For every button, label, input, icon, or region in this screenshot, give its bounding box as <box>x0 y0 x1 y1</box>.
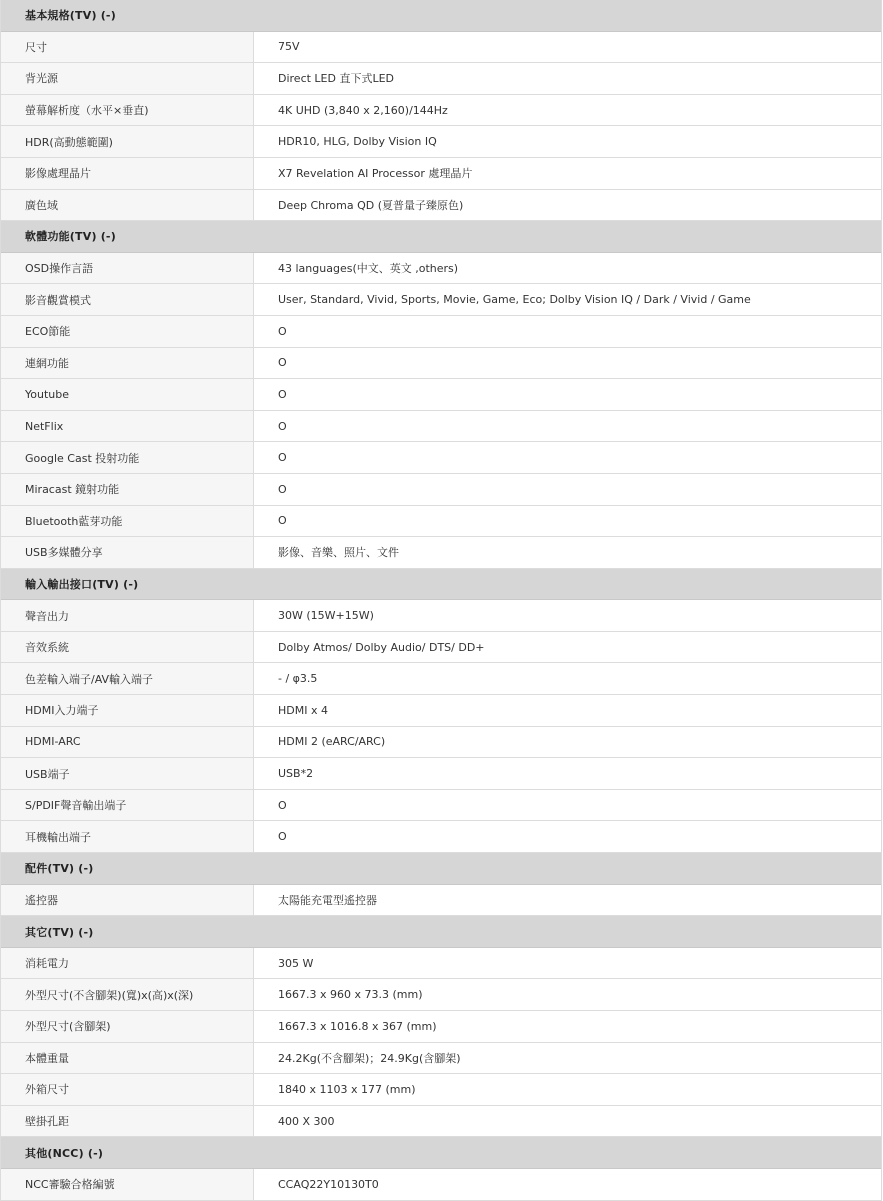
section-title: 軟體功能(TV) (-) <box>25 230 116 244</box>
spec-row <box>1 32 881 64</box>
spec-value: O <box>254 821 881 852</box>
spec-label: 外型尺寸(含腳架) <box>1 1011 254 1042</box>
spec-row <box>1 474 881 506</box>
spec-value: O <box>254 790 881 821</box>
spec-label: 影音觀賞模式 <box>1 284 254 315</box>
spec-label: 音效系統 <box>1 632 254 663</box>
spec-value: X7 Revelation AI Processor 處理晶片 <box>254 158 881 189</box>
spec-row <box>1 379 881 411</box>
spec-row <box>1 632 881 664</box>
spec-row <box>1 506 881 538</box>
spec-label: 連網功能 <box>1 348 254 379</box>
spec-row <box>1 979 881 1011</box>
spec-row <box>1 190 881 222</box>
spec-value: 24.2Kg(不含腳架)；24.9Kg(含腳架) <box>254 1043 881 1074</box>
spec-label: USB端子 <box>1 758 254 789</box>
spec-label: OSD操作言語 <box>1 253 254 284</box>
spec-value: 太陽能充電型遙控器 <box>254 885 881 916</box>
spec-value: 400 X 300 <box>254 1106 881 1137</box>
spec-label: Google Cast 投射功能 <box>1 442 254 473</box>
spec-label: HDMI入力端子 <box>1 695 254 726</box>
spec-value: 305 W <box>254 948 881 979</box>
spec-row <box>1 663 881 695</box>
spec-label: 影像處理晶片 <box>1 158 254 189</box>
section-title: 其它(TV) (-) <box>25 925 94 939</box>
spec-row <box>1 158 881 190</box>
spec-label: S/PDIF聲音輸出端子 <box>1 790 254 821</box>
spec-row <box>1 948 881 980</box>
spec-label: 尺寸 <box>1 32 254 63</box>
spec-row <box>1 537 881 569</box>
spec-label: NetFlix <box>1 411 254 442</box>
section-header-io-ports <box>1 569 881 601</box>
spec-label: 遙控器 <box>1 885 254 916</box>
section-header-ncc <box>1 1137 881 1169</box>
spec-value: 影像、音樂、照片、文件 <box>254 537 881 568</box>
spec-row <box>1 95 881 127</box>
spec-row <box>1 1169 881 1201</box>
spec-value: Dolby Atmos/ Dolby Audio/ DTS/ DD+ <box>254 632 881 663</box>
spec-value: - / φ3.5 <box>254 663 881 694</box>
spec-row <box>1 790 881 822</box>
spec-row <box>1 316 881 348</box>
spec-label: Youtube <box>1 379 254 410</box>
spec-label: Miracast 鏡射功能 <box>1 474 254 505</box>
spec-row <box>1 348 881 380</box>
spec-label: USB多媒體分享 <box>1 537 254 568</box>
section-title: 配件(TV) (-) <box>25 862 94 876</box>
spec-value: HDR10, HLG, Dolby Vision IQ <box>254 126 881 157</box>
spec-value: 43 languages(中文、英文 ,others) <box>254 253 881 284</box>
spec-label: 本體重量 <box>1 1043 254 1074</box>
spec-row <box>1 758 881 790</box>
spec-row <box>1 1011 881 1043</box>
spec-row <box>1 885 881 917</box>
spec-value: 1667.3 x 960 x 73.3 (mm) <box>254 979 881 1010</box>
spec-value: O <box>254 411 881 442</box>
spec-value: O <box>254 379 881 410</box>
spec-row <box>1 1106 881 1138</box>
spec-value: 1667.3 x 1016.8 x 367 (mm) <box>254 1011 881 1042</box>
section-title: 其他(NCC) (-) <box>25 1146 104 1160</box>
spec-row <box>1 411 881 443</box>
spec-value: Deep Chroma QD (夏普量子臻原色) <box>254 190 881 221</box>
spec-value: CCAQ22Y10130T0 <box>254 1169 881 1200</box>
spec-label: 外箱尺寸 <box>1 1074 254 1105</box>
spec-row <box>1 442 881 474</box>
spec-value: USB*2 <box>254 758 881 789</box>
spec-label: 聲音出力 <box>1 600 254 631</box>
spec-label: HDMI-ARC <box>1 727 254 758</box>
spec-value: User, Standard, Vivid, Sports, Movie, Game, Eco; Dolby Vision IQ / Dark / Vivid / Game <box>254 284 881 315</box>
spec-label: 外型尺寸(不含腳架)(寬)x(高)x(深) <box>1 979 254 1010</box>
spec-value: Direct LED 直下式LED <box>254 63 881 94</box>
spec-row <box>1 821 881 853</box>
spec-row <box>1 284 881 316</box>
spec-label: 背光源 <box>1 63 254 94</box>
spec-label: 廣色域 <box>1 190 254 221</box>
spec-value: O <box>254 316 881 347</box>
spec-label: NCC審驗合格編號 <box>1 1169 254 1200</box>
spec-label: HDR(高動態範圍) <box>1 126 254 157</box>
spec-row <box>1 1043 881 1075</box>
spec-value: 4K UHD (3,840 x 2,160)/144Hz <box>254 95 881 126</box>
spec-value: HDMI x 4 <box>254 695 881 726</box>
spec-value: 75V <box>254 32 881 63</box>
section-title: 輸入輸出接口(TV) (-) <box>25 577 139 591</box>
spec-value: O <box>254 348 881 379</box>
spec-row <box>1 695 881 727</box>
spec-label: 色差輸入端子/AV輸入端子 <box>1 663 254 694</box>
spec-label: 螢幕解析度（水平×垂直) <box>1 95 254 126</box>
section-header-software-features <box>1 221 881 253</box>
spec-row <box>1 600 881 632</box>
spec-value: O <box>254 474 881 505</box>
spec-value: HDMI 2 (eARC/ARC) <box>254 727 881 758</box>
spec-value: 30W (15W+15W) <box>254 600 881 631</box>
spec-row <box>1 253 881 285</box>
spec-row <box>1 63 881 95</box>
section-header-basic-specs <box>1 0 881 32</box>
spec-value: 1840 x 1103 x 177 (mm) <box>254 1074 881 1105</box>
spec-row <box>1 1074 881 1106</box>
section-title: 基本規格(TV) (-) <box>25 9 116 23</box>
spec-row <box>1 727 881 759</box>
section-header-accessories <box>1 853 881 885</box>
section-header-others <box>1 916 881 948</box>
spec-value: O <box>254 442 881 473</box>
spec-label: 消耗電力 <box>1 948 254 979</box>
spec-value: O <box>254 506 881 537</box>
spec-row <box>1 126 881 158</box>
spec-label: 壁掛孔距 <box>1 1106 254 1137</box>
spec-label: ECO節能 <box>1 316 254 347</box>
spec-label: 耳機輸出端子 <box>1 821 254 852</box>
spec-label: Bluetooth藍芽功能 <box>1 506 254 537</box>
